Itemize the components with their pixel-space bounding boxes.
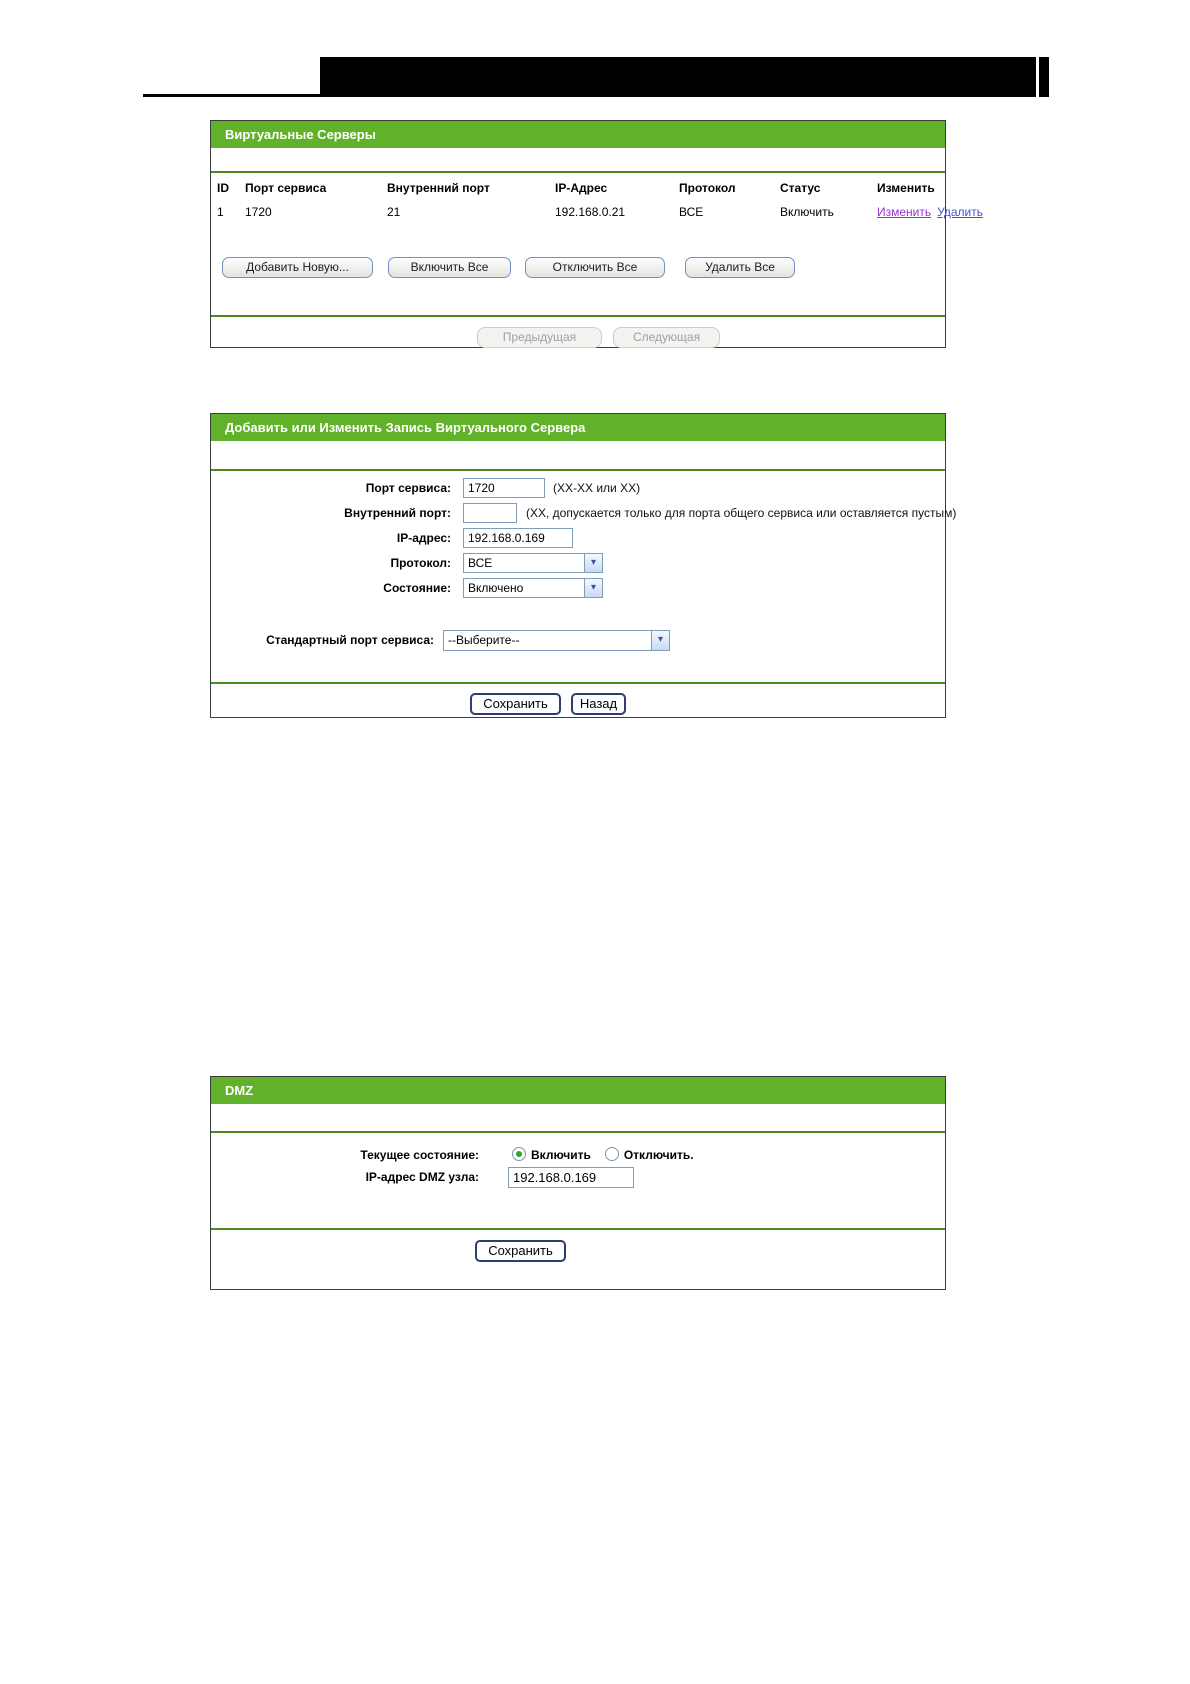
ip-address-input[interactable] [463, 528, 573, 548]
protocol-select-value: ВСЕ [468, 556, 493, 570]
dmz-panel [210, 1076, 946, 1290]
row-status: Включить [780, 205, 834, 219]
col-ip: IP-Адрес [555, 181, 608, 195]
dropdown-arrow-icon[interactable]: ▾ [584, 579, 602, 597]
dmz-title: DMZ [211, 1077, 945, 1104]
state-select[interactable] [463, 578, 603, 598]
state-label: Состояние: [383, 581, 451, 595]
dmz-state-radio-group [512, 1145, 708, 1165]
row-service-port: 1720 [245, 205, 272, 219]
dmz-ip-label: IP-адрес DMZ узла: [365, 1170, 479, 1184]
internal-port-hint: (XX, допускается только для порта общего сервиса или оставляется пустым) [526, 506, 957, 520]
dmz-disable-radio[interactable] [605, 1147, 619, 1161]
redacted-header-bar-end [1039, 57, 1049, 97]
delete-link[interactable]: Удалить [937, 205, 983, 219]
col-modify: Изменить [877, 181, 935, 195]
row-id: 1 [217, 205, 224, 219]
redacted-header-bar [320, 57, 1036, 97]
add-edit-panel [210, 413, 957, 718]
col-protocol: Протокол [679, 181, 736, 195]
virtual-servers-panel [210, 120, 983, 348]
dmz-disable-radio-label: Отключить. [623, 1148, 694, 1162]
next-page-button[interactable]: Следующая [613, 327, 720, 348]
row-protocol: ВСЕ [679, 205, 704, 219]
enable-all-button[interactable]: Включить Все [388, 257, 511, 278]
edit-link[interactable]: Изменить [877, 205, 932, 219]
internal-port-input[interactable] [463, 503, 517, 523]
internal-port-label: Внутренний порт: [344, 506, 451, 520]
dropdown-arrow-icon[interactable]: ▾ [584, 554, 602, 572]
service-port-input[interactable] [463, 478, 545, 498]
back-button[interactable]: Назад [571, 693, 626, 715]
disable-all-button[interactable]: Отключить Все [525, 257, 665, 278]
common-port-label: Стандартный порт сервиса: [266, 633, 434, 647]
separator [211, 682, 945, 684]
protocol-select[interactable] [463, 553, 603, 573]
col-service-port: Порт сервиса [245, 181, 327, 195]
separator [211, 315, 945, 317]
row-actions [877, 205, 983, 219]
common-port-select[interactable] [443, 630, 670, 651]
delete-all-button[interactable]: Удалить Все [685, 257, 795, 278]
col-internal-port: Внутренний порт [387, 181, 490, 195]
add-new-button[interactable]: Добавить Новую... [222, 257, 373, 278]
protocol-label: Протокол: [390, 556, 451, 570]
virtual-servers-table-header [217, 177, 941, 199]
state-select-value: Включено [468, 581, 524, 595]
table-row [217, 201, 983, 223]
separator [211, 1131, 945, 1133]
separator [211, 469, 945, 471]
col-status: Статус [780, 181, 821, 195]
ip-address-label: IP-адрес: [396, 531, 451, 545]
separator [211, 1228, 945, 1230]
previous-page-button[interactable]: Предыдущая [477, 327, 602, 348]
dmz-enable-radio-label: Включить [531, 1148, 591, 1162]
dmz-ip-input[interactable] [508, 1167, 634, 1188]
dropdown-arrow-icon[interactable]: ▾ [651, 631, 669, 650]
header-rule [143, 94, 1016, 97]
service-port-hint: (XX-XX или XX) [553, 481, 641, 495]
add-edit-title: Добавить или Изменить Запись Виртуального Сервера [211, 414, 945, 441]
dmz-enable-radio[interactable] [512, 1147, 526, 1161]
row-ip: 192.168.0.21 [555, 205, 626, 219]
service-port-label: Порт сервиса: [365, 481, 451, 495]
save-button[interactable]: Сохранить [470, 693, 561, 715]
separator [211, 171, 945, 173]
dmz-save-button[interactable]: Сохранить [475, 1240, 566, 1262]
common-port-select-value: --Выберите-- [448, 633, 520, 647]
virtual-servers-title: Виртуальные Серверы [211, 121, 945, 148]
row-internal-port: 21 [387, 205, 401, 219]
dmz-state-label: Текущее состояние: [360, 1148, 479, 1162]
col-id: ID [217, 181, 229, 195]
